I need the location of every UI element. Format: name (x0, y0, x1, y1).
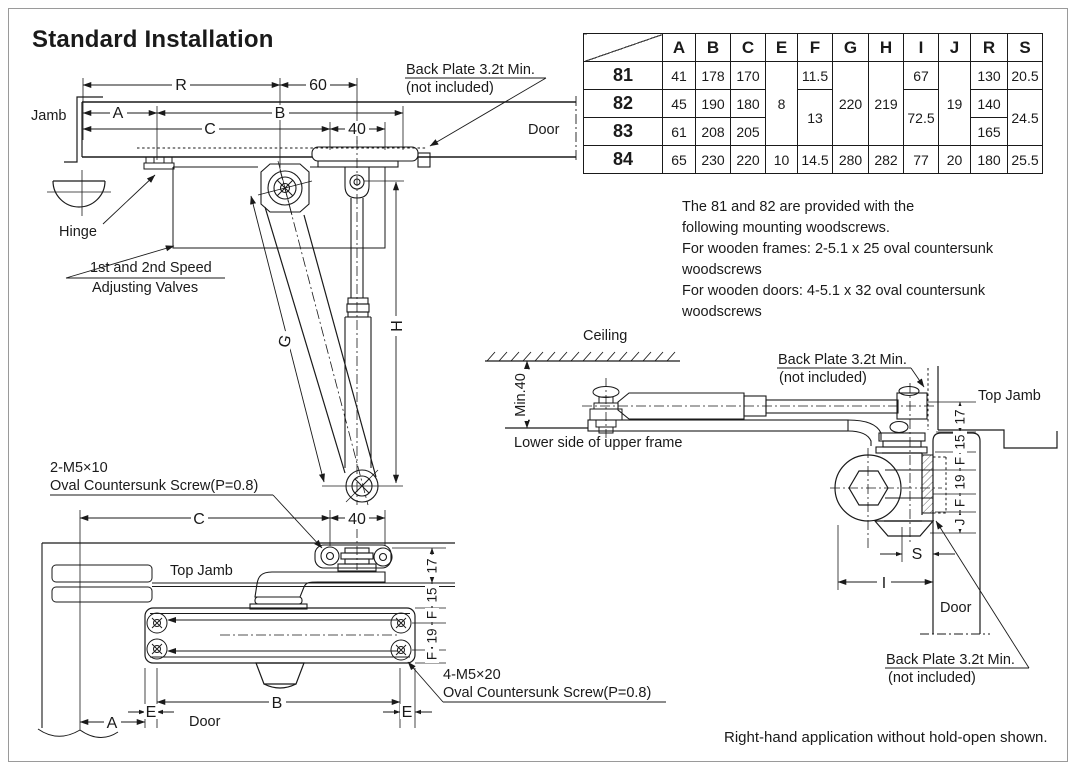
oval-screw-label: Oval Countersunk Screw(P=0.8) (443, 685, 652, 701)
back-plate-label: Back Plate 3.2t Min. (778, 352, 907, 368)
cell: 178 (696, 62, 731, 90)
lower-frame-label: Lower side of upper frame (514, 435, 683, 451)
frame-door-section (920, 366, 1057, 634)
col-header: J (939, 34, 971, 62)
svg-text:19: 19 (424, 628, 440, 644)
svg-text:Min.40: Min.40 (513, 373, 529, 417)
dim-label-E (400, 704, 414, 721)
cell: 11.5 (798, 62, 833, 90)
valves-label: 1st and 2nd Speed (90, 260, 212, 276)
chain-label-F (425, 608, 440, 622)
col-header: B (696, 34, 731, 62)
page-title: Standard Installation (32, 26, 274, 53)
svg-text:B: B (271, 695, 283, 712)
note-line: The 81 and 82 are provided with the (682, 199, 915, 215)
jamb-profile (64, 97, 103, 162)
svg-text:E: E (145, 704, 157, 721)
svg-text:S: S (911, 546, 923, 563)
svg-text:B: B (274, 105, 286, 122)
cell: 65 (663, 146, 696, 174)
cell: 165 (971, 118, 1008, 146)
hinge-front (52, 565, 152, 602)
ceiling-label: Ceiling (583, 328, 628, 344)
forearm-rod-plan (345, 140, 371, 505)
chain-label-15 (425, 584, 440, 606)
svg-text:F: F (424, 610, 440, 620)
svg-text:15: 15 (424, 587, 440, 603)
chain-label-F (425, 649, 440, 663)
hinge-knuckle (47, 170, 111, 216)
col-header: C (731, 34, 766, 62)
front-view (38, 495, 666, 738)
row-header: 83 (584, 118, 663, 146)
back-plate-label-2: (not included) (406, 80, 494, 96)
chain-label-19 (425, 625, 440, 647)
top-jamb-label: Top Jamb (978, 388, 1041, 404)
dim-label-E (144, 704, 158, 721)
dim-label-C (191, 510, 208, 528)
col-header: F (798, 34, 833, 62)
arm-front (255, 572, 385, 597)
cell: 230 (696, 146, 731, 174)
side-view-labels (512, 328, 1041, 686)
col-header: A (663, 34, 696, 62)
svg-text:60: 60 (309, 77, 327, 94)
cell-merged: 220 (833, 62, 869, 146)
dim-label-H (388, 316, 406, 336)
s-i-dims (838, 525, 955, 590)
cell: 14.5 (798, 146, 833, 174)
hinge-label: Hinge (59, 224, 97, 240)
door-label: Door (940, 600, 972, 616)
note-line: For wooden doors: 4-5.1 x 32 oval countersunk woodscrews (682, 283, 986, 320)
cell: 45 (663, 90, 696, 118)
ceiling-hatch (487, 352, 675, 361)
cell: 205 (731, 118, 766, 146)
pinion-cap-top (255, 597, 302, 604)
cell: 170 (731, 62, 766, 90)
col-header: R (971, 34, 1008, 62)
dim-label-I (877, 574, 891, 592)
row-header: 82 (584, 90, 663, 118)
dim-label-S (909, 546, 925, 563)
svg-text:15: 15 (952, 434, 968, 450)
svg-text:A: A (106, 715, 118, 732)
cell: 282 (869, 146, 904, 174)
col-header: G (833, 34, 869, 62)
svg-text:H: H (389, 320, 406, 332)
arm-shoe (144, 157, 174, 169)
svg-text:17: 17 (424, 558, 440, 574)
door-top-gap (152, 583, 455, 587)
door-label: Door (528, 122, 560, 138)
chain-label-F (953, 496, 968, 510)
svg-text:F: F (952, 456, 968, 466)
cell: 208 (696, 118, 731, 146)
cell: 41 (663, 62, 696, 90)
cell: 190 (696, 90, 731, 118)
note-line: For wooden frames: 2-5.1 x 25 oval countersunk woodscrews (682, 241, 994, 278)
cell-merged: 219 (869, 62, 904, 146)
application-note: Right-hand application without hold-open shown. (724, 729, 1048, 746)
row-header: 84 (584, 146, 663, 174)
col-header: S (1008, 34, 1043, 62)
svg-text:40: 40 (348, 121, 366, 138)
dim-label-B (272, 105, 289, 122)
chain-label-19 (953, 471, 968, 493)
cell-merged: 13 (798, 90, 833, 146)
cell: 61 (663, 118, 696, 146)
back-plate-label-2: (not included) (779, 370, 867, 386)
chain-label-F (953, 454, 968, 468)
cell: 180 (731, 90, 766, 118)
dim-label-B (269, 694, 286, 712)
dim-label-40 (345, 121, 369, 138)
dim-label-G (274, 329, 296, 353)
col-header: E (766, 34, 798, 62)
cell: 20 (939, 146, 971, 174)
chain-label-15 (953, 431, 968, 453)
cell: 67 (904, 62, 939, 90)
valves-label-2: Adjusting Valves (92, 280, 199, 296)
closer-body-side (830, 448, 942, 548)
chain-label-17 (425, 555, 440, 577)
min40-label (512, 369, 529, 421)
screw-4m5-label: 4-M5×20 (443, 667, 501, 683)
chain-label-17 (953, 406, 968, 428)
cell: 10 (766, 146, 798, 174)
cell: 130 (971, 62, 1008, 90)
col-header: I (904, 34, 939, 62)
svg-text:C: C (193, 511, 205, 528)
svg-text:C: C (204, 121, 216, 138)
dim-label-40 (345, 511, 369, 528)
svg-text:G: G (275, 333, 296, 350)
svg-text:40: 40 (348, 511, 366, 528)
dim-label-A (104, 714, 121, 732)
cell: 20.5 (1008, 62, 1043, 90)
forearm-bracket-front (315, 545, 392, 571)
svg-text:J: J (952, 518, 968, 526)
dim-label-A (110, 105, 127, 122)
cell: 280 (833, 146, 869, 174)
forearm-bracket-plan (312, 147, 430, 198)
svg-text:F: F (424, 651, 440, 661)
top-jamb-label: Top Jamb (170, 563, 233, 579)
svg-text:17: 17 (952, 409, 968, 425)
svg-text:F: F (952, 498, 968, 508)
side-view (485, 352, 1057, 668)
jamb-label: Jamb (31, 108, 67, 124)
svg-text:I: I (881, 575, 887, 592)
back-plate-label: Back Plate 3.2t Min. (406, 62, 535, 78)
back-plate-label-2: (not included) (888, 670, 976, 686)
svg-text:R: R (175, 77, 187, 94)
chain-label-J (953, 515, 968, 529)
svg-text:E: E (401, 704, 413, 721)
cell-merged: 72.5 (904, 90, 939, 146)
cell: 77 (904, 146, 939, 174)
closer-body-front (145, 608, 415, 688)
back-plate-label: Back Plate 3.2t Min. (886, 652, 1015, 668)
svg-text:A: A (112, 105, 124, 122)
cell: 220 (731, 146, 766, 174)
screw-2m5-label: 2-M5×10 (50, 460, 108, 476)
dim-label-60 (306, 77, 330, 94)
cell-merged: 8 (766, 62, 798, 146)
cell: 180 (971, 146, 1008, 174)
row-header: 81 (584, 62, 663, 90)
cell: 25.5 (1008, 146, 1043, 174)
cell-merged: 19 (939, 62, 971, 146)
cell-merged: 24.5 (1008, 90, 1043, 146)
front-view-labels (50, 460, 651, 732)
dim-label-R (172, 77, 190, 94)
cell: 140 (971, 90, 1008, 118)
svg-text:19: 19 (952, 474, 968, 490)
dim-label-C (202, 121, 219, 138)
note-line: following mounting woodscrews. (682, 220, 890, 236)
col-header: H (869, 34, 904, 62)
door-label: Door (189, 714, 221, 730)
oval-screw-label: Oval Countersunk Screw(P=0.8) (50, 478, 259, 494)
